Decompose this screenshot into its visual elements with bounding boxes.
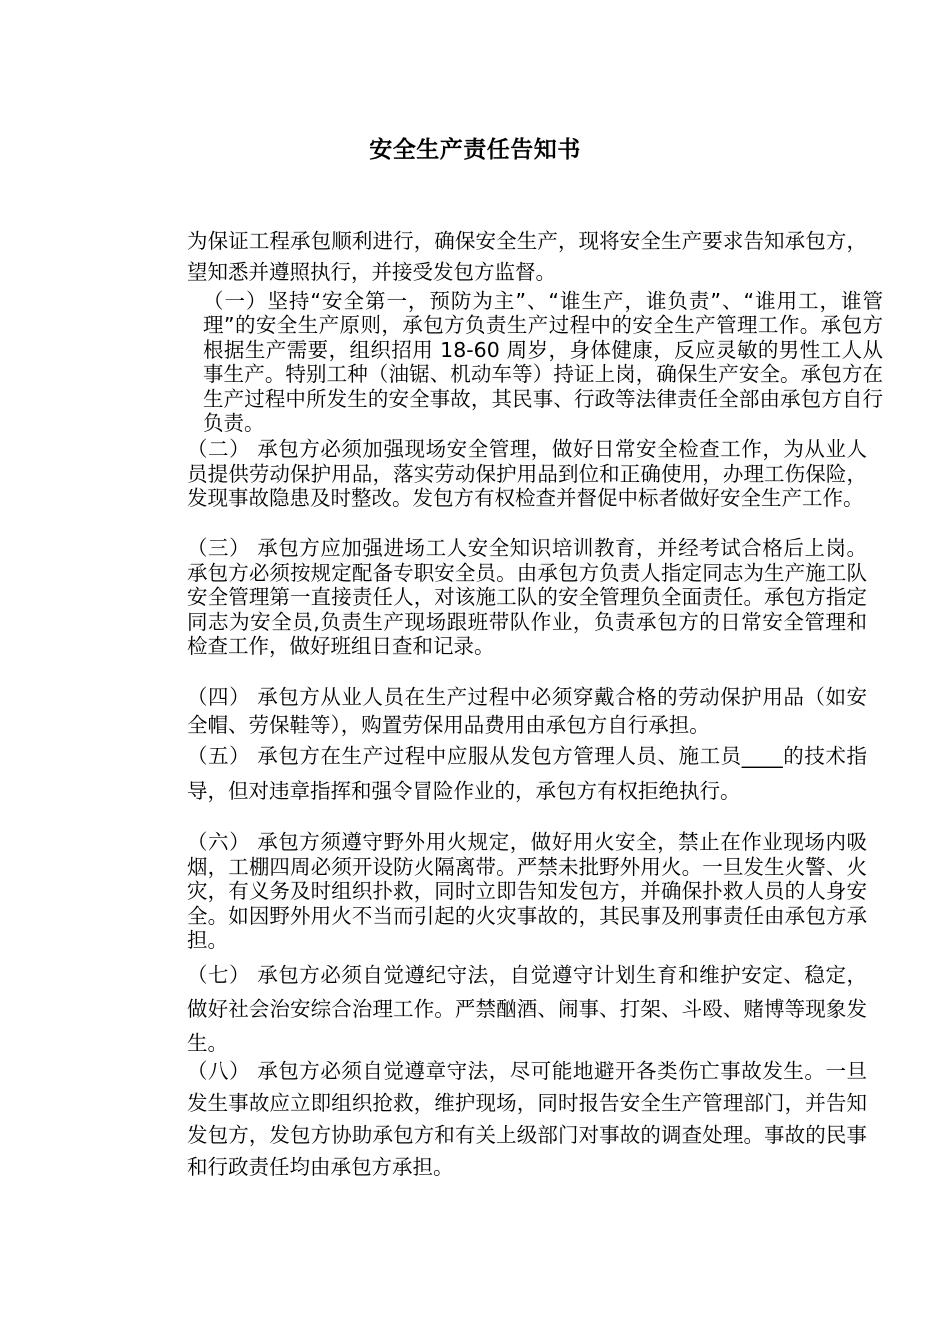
clause-4-paragraph: （四） 承包方从业人员在生产过程中必须穿戴合格的劳动保护用品（如安全帽、劳保鞋等），购置劳保用品费用由承包方自行承担。	[187, 685, 867, 737]
clause-1-paragraph: （一）坚持“安全第一，预防为主”、“谁生产，谁负责”、“谁用工，谁管理”的安全生产原则，承包方负责生产过程中的安全生产管理工作。承包方根据生产需要，组织招用 18-60 周岁，身体健康，反应灵敏的男性工人从事生产。特别工种（油锯、机动车等）持证上岗，确保生产安全。承包方在生产过程中所发生的安全事故，其民事、行政等法律责任全部由承包方自行负责。	[203, 289, 883, 436]
clause-5-paragraph: （五） 承包方在生产过程中应服从发包方管理人员、施工员____的技术指导，但对违章指挥和强令冒险作业的，承包方有权拒绝执行。	[187, 744, 867, 803]
clause-2-paragraph: （二） 承包方必须加强现场安全管理，做好日常安全检查工作，为从业人员提供劳动保护用品，落实劳动保护用品到位和正确使用，办理工伤保险，发现事故隐患及时整改。发包方有权检查并督促中标者做好安全生产工作。	[187, 437, 867, 511]
clause-7-paragraph: （七） 承包方必须自觉遵纪守法，自觉遵守计划生育和维护安定、稳定，做好社会治安综合治理工作。严禁酗酒、闹事、打架、斗殴、赌博等现象发生。	[187, 963, 867, 1055]
clause-6-paragraph: （六） 承包方须遵守野外用火规定，做好用火安全，禁止在作业现场内吸烟，工棚四周必须开设防火隔离带。严禁未批野外用火。一旦发生火警、火灾，有义务及时组织扑救，同时立即告知发包方，并确保扑救人员的人身安全。如因野外用火不当而引起的火灾事故的，其民事及刑事责任由承包方承担。	[187, 830, 867, 953]
intro-paragraph: 为保证工程承包顺利进行，确保安全生产，现将安全生产要求告知承包方，望知悉并遵照执行，并接受发包方监督。	[187, 229, 867, 284]
document-title: 安全生产责任告知书	[369, 137, 581, 163]
clause-3-paragraph: （三） 承包方应加强进场工人安全知识培训教育，并经考试合格后上岗。承包方必须按规定配备专职安全员。由承包方负责人指定同志为生产施工队安全管理第一直接责任人，对该施工队的安全管理负全面责任。承包方指定 同志为安全员,负责生产现场跟班带队作业，负责承包方的日常安全管理和检查工作，做好班组日查和记录。	[187, 536, 949, 659]
clause-8-paragraph: （八） 承包方必须自觉遵章守法，尽可能地避开各类伤亡事故发生。一旦发生事故应立即组织抢救，维护现场，同时报告安全生产管理部门，并告知发包方，发包方协助承包方和有关上级部门对事故的调查处理。事故的民事和行政责任均由承包方承担。	[187, 1059, 867, 1179]
